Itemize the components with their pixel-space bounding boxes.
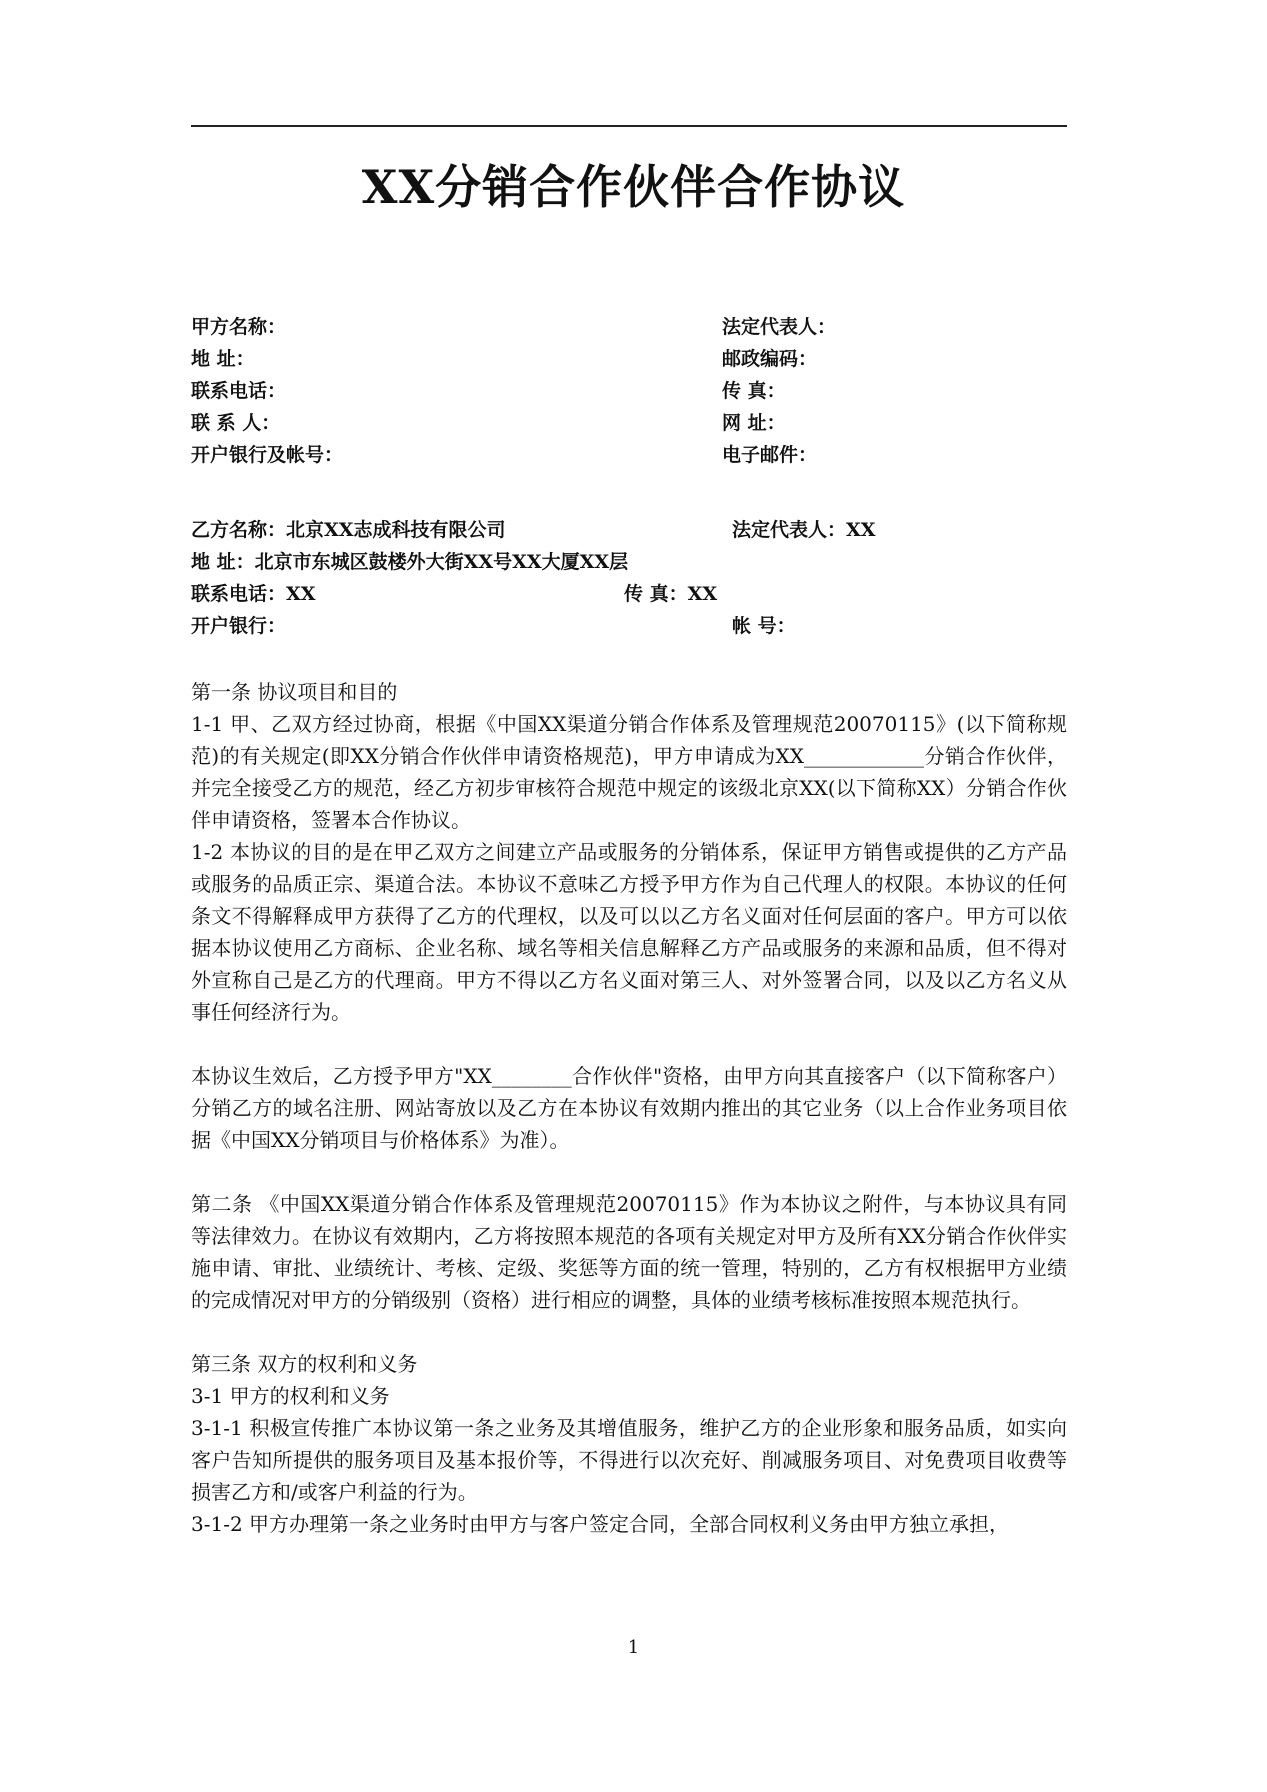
party-a-name-label: 甲方名称： bbox=[191, 316, 287, 338]
article-2: 第二条 《中国XX渠道分销合作体系及管理规范20070115》作为本协议之附件，与本协议具有同等法律效力。在协议有效期内，乙方将按照本规范的各项有关规定对甲方及所有XX分销合作伙伴实施申请、审批、业绩统计、考核、定级、奖惩等方面的统一管理，特别的，乙方有权根据甲方业绩的完成情况对甲方的分销级别（资格）进行相应的调整，具体的业绩考核标准按照本规范执行。 bbox=[191, 1192, 1067, 1312]
article-1-heading: 第一条 协议项目和目的 bbox=[191, 680, 398, 704]
party-b-phone: 联系电话：XX bbox=[191, 583, 316, 605]
party-a-row bbox=[191, 343, 1067, 375]
party-b-row bbox=[191, 610, 1067, 642]
party-b-bank: 开户银行： bbox=[191, 615, 287, 637]
page-number: 1 bbox=[627, 1637, 640, 1658]
party-b-address: 地 址：北京市东城区鼓楼外大街XX号XX大厦XX层 bbox=[191, 551, 629, 573]
header-rule bbox=[191, 125, 1067, 127]
party-a-phone-label: 联系电话： bbox=[191, 380, 287, 402]
effect-paragraph: 本协议生效后，乙方授予甲方"XX________合作伙伴"资格，由甲方向其直接客户（以下简称客户）分销乙方的域名注册、网站寄放以及乙方在本协议有效期内推出的其它业务（以上合作业务项目依据《中国XX分销项目与价格体系》为准）。 bbox=[191, 1064, 1067, 1152]
party-b-row bbox=[191, 546, 1067, 578]
party-a-postcode-label: 邮政编码： bbox=[722, 348, 818, 370]
clause-3-1-1: 3-1-1 积极宣传推广本协议第一条之业务及其增值服务，维护乙方的企业形象和服务品质，如实向客户告知所提供的服务项目及基本报价等，不得进行以次充好、削减服务项目、对免费项目收费等损害乙方和/或客户利益的行为。 bbox=[191, 1416, 1067, 1504]
party-a-contact-label: 联 系 人： bbox=[191, 412, 281, 434]
party-a-address-label: 地 址： bbox=[191, 348, 255, 370]
party-b-row bbox=[191, 514, 1067, 546]
party-a-email-label: 电子邮件： bbox=[722, 444, 818, 466]
party-b-fax: 传 真：XX bbox=[624, 583, 718, 605]
party-a-row bbox=[191, 375, 1067, 407]
party-a-website-label: 网 址： bbox=[722, 412, 786, 434]
party-a-legal-rep-label: 法定代表人： bbox=[722, 316, 837, 338]
party-a-row bbox=[191, 439, 1067, 471]
party-b-legal-rep: 法定代表人：XX bbox=[732, 519, 876, 541]
party-b-account: 帐 号： bbox=[732, 615, 796, 637]
party-b-name: 乙方名称：北京XX志成科技有限公司 bbox=[191, 519, 506, 541]
agreement-body bbox=[191, 676, 1067, 1540]
document-title: XX分销合作伙伴合作协议 bbox=[361, 160, 906, 214]
clause-3-1-2: 3-1-2 甲方办理第一条之业务时由甲方与客户签定合同，全部合同权利义务由甲方独立承担， bbox=[191, 1512, 1010, 1536]
section-3-1: 3-1 甲方的权利和义务 bbox=[191, 1384, 390, 1408]
party-a-row bbox=[191, 407, 1067, 439]
party-a-fax-label: 传 真： bbox=[722, 380, 786, 402]
party-a-row bbox=[191, 311, 1067, 343]
article-3-heading: 第三条 双方的权利和义务 bbox=[191, 1352, 418, 1376]
clause-1-1: 1-1 甲、乙双方经过协商，根据《中国XX渠道分销合作体系及管理规范20070115》(以下简称规范)的有关规定(即XX分销合作伙伴申请资格规范)，甲方申请成为XX____________分销合作伙伴，并完全接受乙方的规范，经乙方初步审核符合规范中规定的该级北京XX(以下简称XX）分销合作伙伴申请资格，签署本合作协议。 bbox=[191, 712, 1067, 832]
party-b-row bbox=[191, 578, 1067, 610]
clause-1-2: 1-2 本协议的目的是在甲乙双方之间建立产品或服务的分销体系，保证甲方销售或提供的乙方产品或服务的品质正宗、渠道合法。本协议不意味乙方授予甲方作为自己代理人的权限。本协议的任何条文不得解释成甲方获得了乙方的代理权，以及可以以乙方名义面对任何层面的客户。甲方可以依据本协议使用乙方商标、企业名称、域名等相关信息解释乙方产品或服务的来源和品质，但不得对外宣称自己是乙方的代理商。甲方不得以乙方名义面对第三人、对外签署合同，以及以乙方名义从事任何经济行为。 bbox=[191, 840, 1067, 1024]
party-a-bank-label: 开户银行及帐号： bbox=[191, 444, 344, 466]
